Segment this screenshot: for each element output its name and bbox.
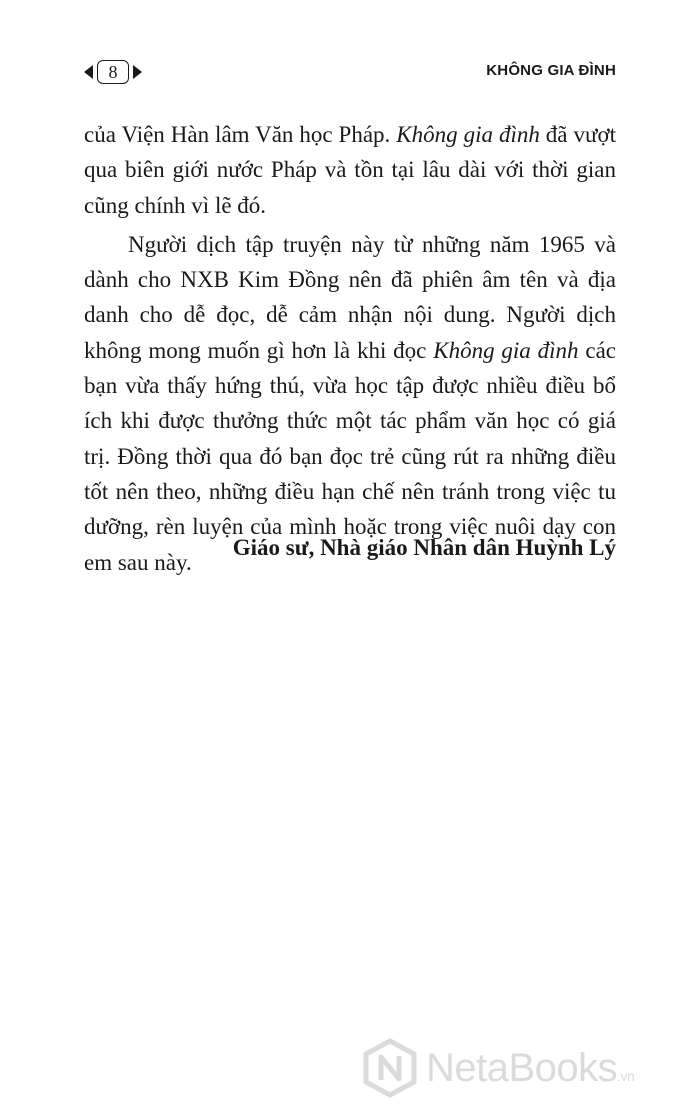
- paragraph-2-before: Người dịch tập truyện này từ những năm 1965 và dành cho NXB Kim Đồng nên đã phiên âm tên và địa danh cho dễ đọc, dễ cảm nhận nội dung. Người dịch không mong muốn gì hơn là khi đọc: [84, 231, 616, 363]
- watermark-brand: NetaBooks: [426, 1045, 618, 1090]
- paragraph-1-before: của Viện Hàn lâm Văn học Pháp.: [84, 122, 397, 147]
- page-number-box: [84, 60, 142, 84]
- author-signature: Giáo sư, Nhà giáo Nhân dân Huỳnh Lý: [232, 535, 616, 560]
- page-header: [0, 0, 700, 100]
- paragraph-2: [84, 227, 616, 580]
- triangle-right-icon: [133, 65, 142, 79]
- paragraph-1: [84, 117, 616, 223]
- book-title-italic: Không gia đình: [433, 337, 579, 363]
- watermark-suffix: .vn: [617, 1067, 635, 1084]
- running-title: KHÔNG GIA ĐÌNH: [486, 62, 616, 79]
- book-title-italic: Không gia đình: [396, 122, 540, 147]
- neta-hexagon-logo-icon: [362, 1038, 418, 1098]
- body-text: [84, 117, 616, 584]
- watermark: [362, 1038, 634, 1098]
- watermark-text: [426, 1046, 634, 1091]
- paragraph-1-after: đã vượt qua biên giới nước Pháp và tồn tại lâu dài với thời gian cũng chính vì lẽ đó.: [84, 122, 617, 218]
- triangle-left-icon: [84, 65, 93, 79]
- paragraph-2-after: các bạn vừa thấy hứng thú, vừa học tập được nhiều điều bổ ích khi được thưởng thức một tác phẩm văn học có giá trị. Đồng thời qua đó bạn đọc trẻ cũng rút ra những điều tốt nên theo, những điều hạn chế nên tránh trong việc tu dưỡng, rèn luyện của mình hoặc trong việc nuôi dạy con em sau này.: [84, 337, 616, 575]
- page-number: 8: [97, 60, 129, 84]
